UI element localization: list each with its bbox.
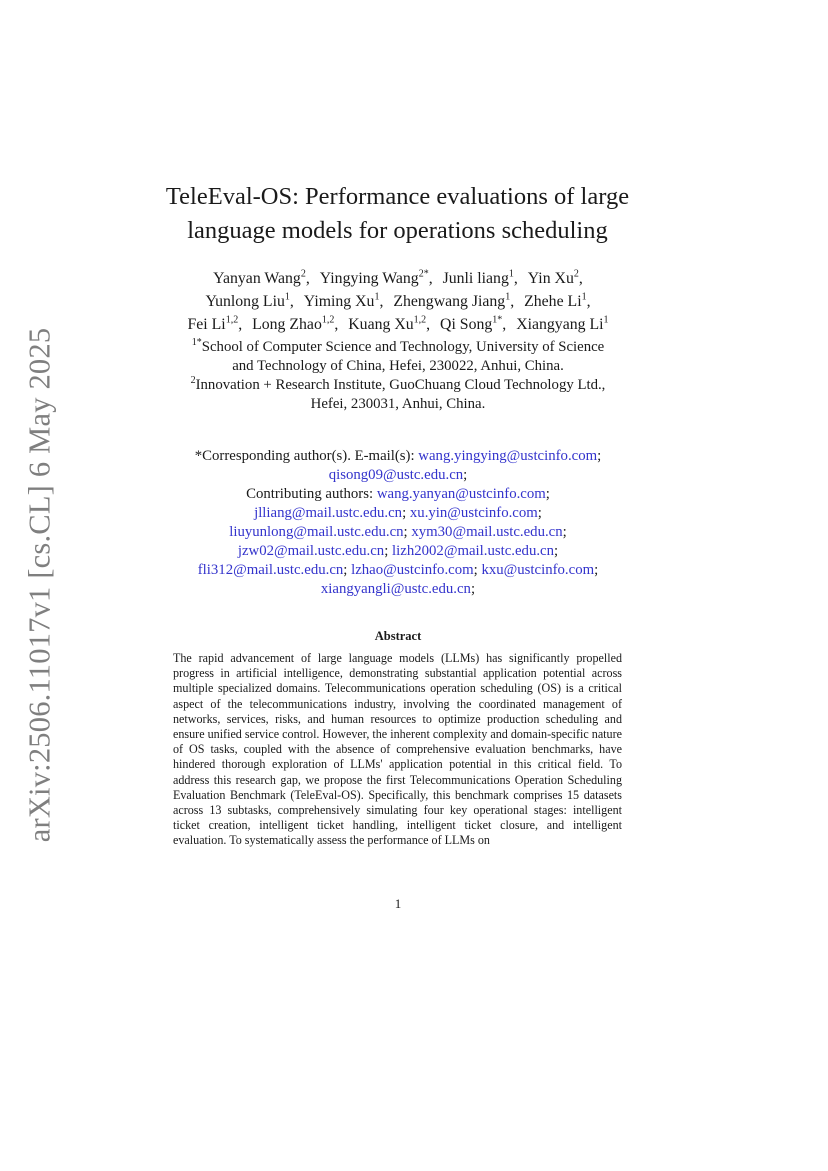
author: Yin Xu$^2$, [527, 268, 583, 287]
corresponding-label: *Corresponding author(s). E-mail(s): [194, 448, 415, 464]
title-line-2: language models for operations scheduling [187, 217, 608, 244]
author-line-3 [100, 313, 696, 336]
email-link[interactable]: fli312@mail.ustc.edu.cn [197, 562, 344, 578]
author-list [100, 267, 696, 336]
author: Kuang Xu$^{1,2}$, [348, 314, 431, 333]
arxiv-identifier-stamp: arXiv:2506.11017v1 [cs.CL] 6 May 2025 [22, 327, 57, 843]
contributing-label: Contributing authors: [246, 486, 374, 502]
email-link[interactable]: lizh2002@mail.ustc.edu.cn [392, 543, 555, 559]
contact-line: fli312@mail.ustc.edu.cn; lzhao@ustcinfo.com; kxu@ustcinfo.com; [197, 562, 599, 578]
author: Fei Li$^{1,2}$, [187, 314, 243, 333]
corresponding-line: *Corresponding author(s). E-mail(s): wang.yingying@ustcinfo.com; [194, 448, 602, 464]
author: Zhengwang Jiang$^1$, [393, 291, 515, 310]
email-link[interactable]: kxu@ustcinfo.com [481, 562, 595, 578]
author: Zhehe Li$^1$, [524, 291, 591, 310]
contact-emails [110, 447, 686, 599]
email-link[interactable]: xym30@mail.ustc.edu.cn [411, 524, 563, 540]
email-link[interactable]: liuyunlong@mail.ustc.edu.cn [229, 524, 404, 540]
affiliations [130, 338, 666, 414]
email-link[interactable]: lzhao@ustcinfo.com [351, 562, 474, 578]
author: Yunlong Liu$^1$, [205, 291, 294, 310]
author: Xiangyang Li$^1$ [516, 314, 609, 333]
email-link[interactable]: jlliang@mail.ustc.edu.cn [254, 505, 403, 521]
author-line-1 [100, 267, 696, 290]
contact-line: liuyunlong@mail.ustc.edu.cn; xym30@mail.ustc.edu.cn; [229, 524, 567, 540]
abstract-heading: Abstract [374, 629, 422, 643]
email-link[interactable]: qisong09@ustc.edu.cn [328, 467, 464, 483]
contact-line: qisong09@ustc.edu.cn; [328, 467, 468, 483]
affiliation-1: $^{1*}$School of Computer Science and Technology, University of Science [191, 337, 605, 355]
page-number: 1 [394, 896, 402, 911]
contributing-line: Contributing authors: wang.yanyan@ustcinfo.com; [246, 486, 550, 502]
title-line-1: TeleEval-OS: Performance evaluations of large [165, 183, 630, 210]
author: Yingying Wang$^{2*}$, [319, 268, 433, 287]
affiliation-2: $^2$Innovation + Research Institute, GuoChuang Cloud Technology Ltd., [190, 375, 606, 393]
author-line-2 [100, 290, 696, 313]
email-link[interactable]: wang.yingying@ustcinfo.com [418, 448, 598, 464]
author: Junli liang$^1$, [442, 268, 518, 287]
email-link[interactable]: jzw02@mail.ustc.edu.cn [237, 543, 385, 559]
author: Long Zhao$^{1,2}$, [252, 314, 339, 333]
paper-title [120, 180, 675, 248]
email-link[interactable]: wang.yanyan@ustcinfo.com [376, 486, 546, 502]
email-link[interactable]: xiangyangli@ustc.edu.cn [320, 581, 471, 597]
contact-line: jlliang@mail.ustc.edu.cn; xu.yin@ustcinfo.com; [254, 505, 542, 521]
author: Yanyan Wang$^2$, [213, 268, 310, 287]
author: Yiming Xu$^1$, [303, 291, 384, 310]
affiliation-1-cont: and Technology of China, Hefei, 230022, Anhui, China. [232, 358, 564, 374]
affiliation-2-cont: Hefei, 230031, Anhui, China. [310, 396, 486, 412]
abstract-body: The rapid advancement of large language models (LLMs) has significantly propelled progress in artificial intelligence, demonstrating substantial application potential across multiple specialized domains. Telecommunications operation scheduling (OS) is a critical aspect of the telecommunications industry, involving the coordinated management of networks, services, risks, and human resources to optimize production scheduling and ensure unified service control. However, the inherent complexity and domain-specific nature of OS tasks, coupled with the absence of comprehensive evaluation benchmarks, have hindered thorough exploration of LLMs' application potential in this critical field. To address this research gap, we propose the first Telecommunications Operation Scheduling Evaluation Benchmark (TeleEval-OS). Specifically, this benchmark comprises 15 datasets across 13 subtasks, comprehensively simulating four key operational stages: intelligent ticket creation, intelligent ticket handling, intelligent ticket closure, and intelligent evaluation. To systematically assess the performance of LLMs on [173, 651, 622, 848]
contact-line: jzw02@mail.ustc.edu.cn; lizh2002@mail.ustc.edu.cn; [237, 543, 559, 559]
contact-line: xiangyangli@ustc.edu.cn; [320, 581, 476, 597]
email-link[interactable]: xu.yin@ustcinfo.com [409, 505, 538, 521]
author: Qi Song$^{1*}$, [440, 314, 507, 333]
